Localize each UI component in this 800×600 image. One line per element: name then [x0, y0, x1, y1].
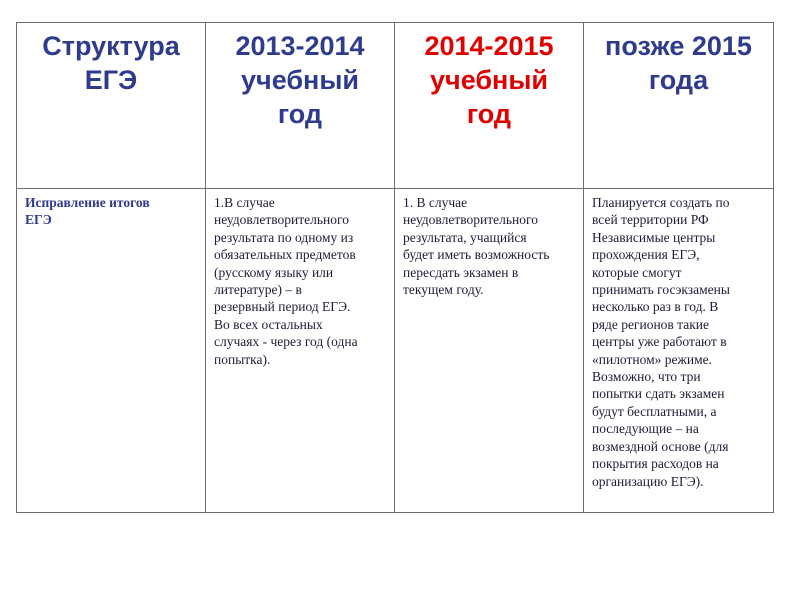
table-row — [17, 189, 774, 513]
header-cell-after-2015 — [584, 23, 774, 189]
header-2013-2014-school-year: 2013-2014 учебный год — [235, 31, 365, 129]
row-label-ege-results-correction: Исправление итогов ЕГЭ — [25, 195, 150, 227]
header-after-2015: позже 2015 года — [605, 31, 752, 95]
cell-2014-2015 — [395, 189, 584, 513]
header-cell-2013-2014 — [206, 23, 395, 189]
cell-after-2015 — [584, 189, 774, 513]
header-cell-structure — [17, 23, 206, 189]
header-2014-2015-school-year: 2014-2015 учебный год — [424, 31, 554, 129]
cell-text-2013-2014: 1.В случае неудовлетворительного результата по одному из обязательных предметов (русскому языку или литературе) – в резервный период ЕГЭ. Во всех остальных случаях - через год (одна попытка). — [214, 195, 358, 367]
header-cell-2014-2015 — [395, 23, 584, 189]
cell-2013-2014 — [206, 189, 395, 513]
header-structure-ege: Структура ЕГЭ — [42, 31, 180, 95]
row-label-cell — [17, 189, 206, 513]
ege-comparison-table — [16, 22, 774, 513]
table-header-row — [17, 23, 774, 189]
cell-text-after-2015: Планируется создать по всей территории РФ Независимые центры прохождения ЕГЭ, которые смогут принимать госэкзамены несколько раз в год. В ряде регионов такие центры уже работают в «пилотном» режиме. Возможно, что три попытки сдать экзамен будут бесплатными, а последующие – на возмездной основе (для покрытия расходов на организацию ЕГЭ). — [592, 195, 730, 489]
cell-text-2014-2015: 1. В случае неудовлетворительного результата, учащийся будет иметь возможность пересдать экзамен в текущем году. — [403, 195, 550, 298]
